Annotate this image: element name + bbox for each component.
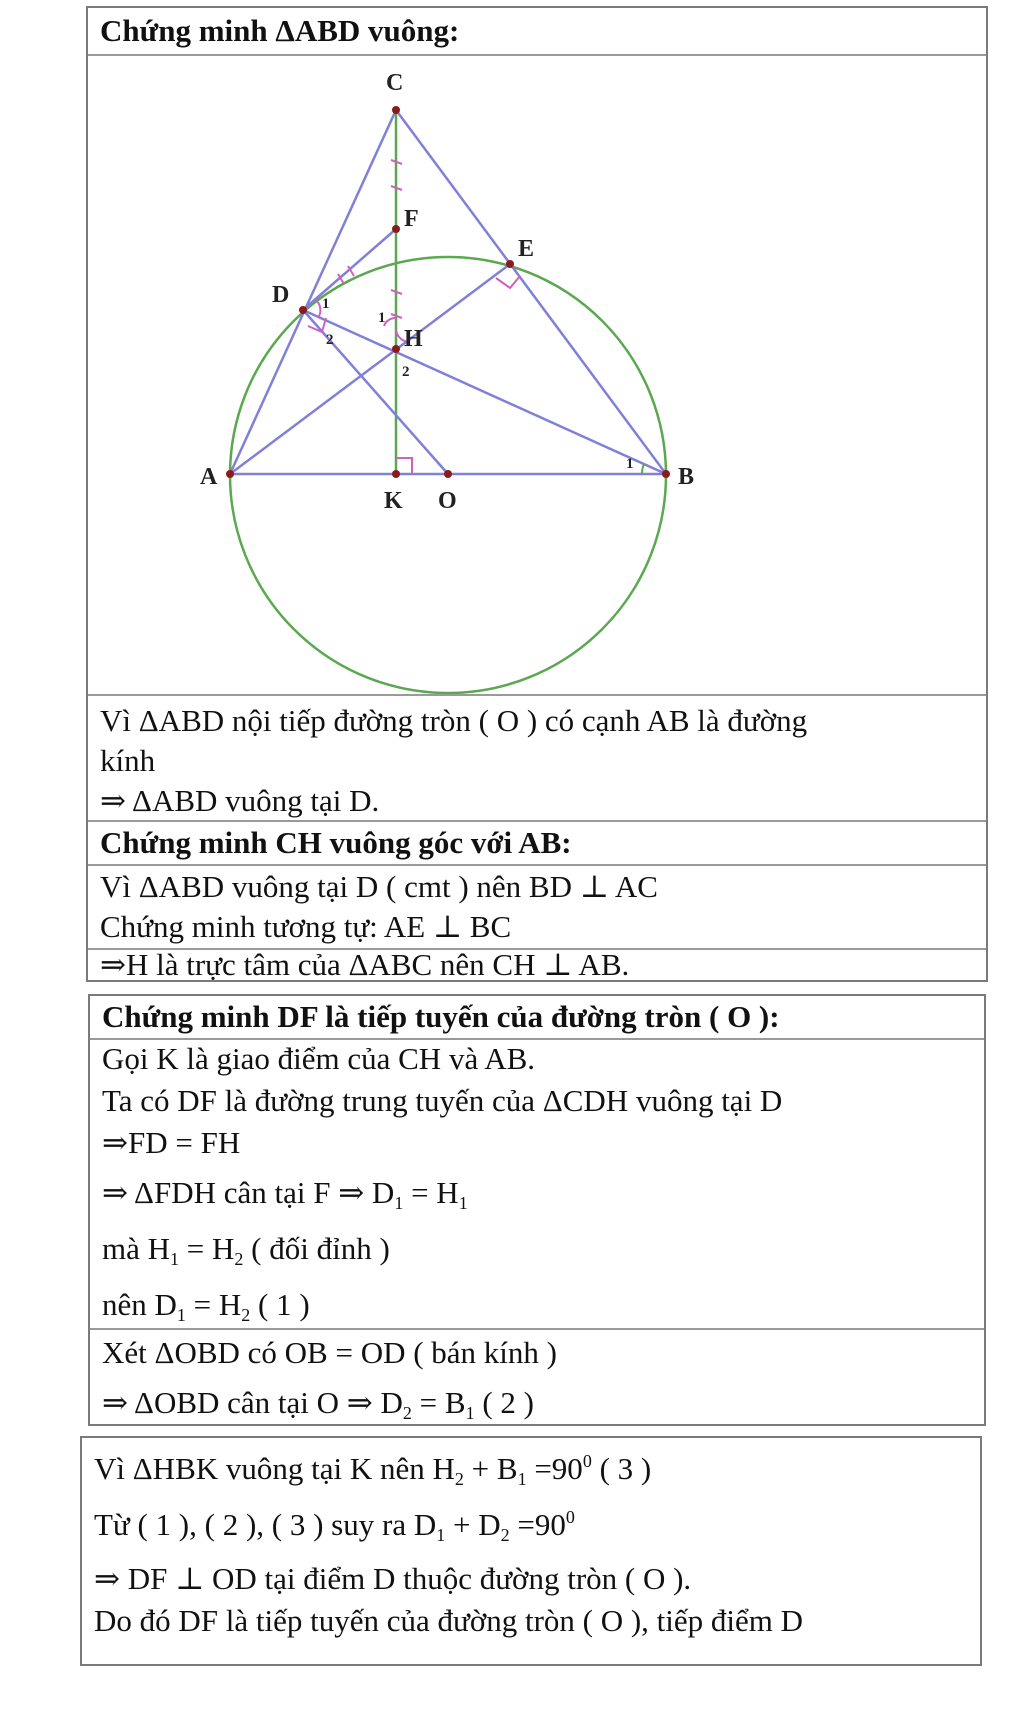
concl-line-1 (94, 1450, 651, 1492)
ch-line-2: Chứng minh tương tự: AE ⊥ BC (100, 909, 512, 944)
geometry-figure (86, 56, 984, 696)
point-e (506, 260, 514, 268)
conclusion-cell (82, 1438, 980, 1664)
segment-do (303, 310, 448, 474)
angle-arc-h1 (384, 318, 396, 326)
df-line-6-note: ( 1 ) (250, 1287, 310, 1322)
concl-line-1-note: ( 3 ) (591, 1451, 652, 1486)
concl-line-1-sub-h2: 2 (454, 1469, 464, 1489)
obd-reason-cell (90, 1328, 984, 1424)
label-e: E (518, 236, 535, 262)
figure-cell (88, 54, 986, 694)
concl-line-2-sub-d2: 2 (500, 1525, 510, 1545)
df-line-4-eq: = H (403, 1175, 459, 1210)
df-line-1: Gọi K là giao điểm của CH và AB. (102, 1041, 536, 1076)
header-abd-right (88, 8, 986, 54)
segment-ac (230, 110, 396, 474)
section2-header: Chứng minh CH vuông góc với AB: (100, 825, 572, 860)
label-d: D (272, 282, 290, 308)
label-angle-d1: 1 (322, 296, 330, 312)
label-c: C (386, 70, 404, 96)
concl-line-4: Do đó DF là tiếp tuyến của đường tròn ( O ), tiếp điểm D (94, 1603, 804, 1638)
section3-header: Chứng minh DF là tiếp tuyến của đường tròn ( O ): (102, 999, 780, 1034)
section1-header: Chứng minh ΔABD vuông: (100, 13, 460, 48)
obd-line-2-eq: = B (411, 1385, 466, 1420)
obd-line-2-note: ( 2 ) (474, 1385, 534, 1420)
right-angle-e (496, 276, 520, 288)
df-line-5 (102, 1230, 390, 1272)
concl-line-2-eq: =90 (509, 1507, 566, 1542)
ch-conclusion: ⇒H là trực tâm của ΔABC nên CH ⊥ AB. (100, 947, 630, 982)
df-line-5-sub-h1: 1 (170, 1249, 180, 1269)
concl-line-3: ⇒ DF ⊥ OD tại điểm D thuộc đường tròn ( O ). (94, 1561, 692, 1596)
ch-reason-cell (88, 864, 986, 948)
obd-line-2 (102, 1384, 534, 1426)
concl-line-2-sup-deg: 0 (565, 1507, 575, 1527)
label-f: F (404, 206, 419, 232)
label-b: B (678, 464, 695, 490)
point-h (392, 345, 400, 353)
df-line-4-sub-d1: 1 (394, 1193, 404, 1213)
angle-arc-b1 (642, 464, 644, 474)
concl-line-1-sup-deg: 0 (582, 1451, 592, 1471)
concl-line-2-main: Từ ( 1 ), ( 2 ), ( 3 ) suy ra D (94, 1507, 437, 1542)
df-line-6-sub-h2: 2 (241, 1305, 251, 1325)
df-line-6-main: nên D (102, 1287, 177, 1322)
label-a: A (200, 464, 218, 490)
proof-table-2 (88, 994, 986, 1426)
ch-line-1: Vì ΔABD vuông tại D ( cmt ) nên BD ⊥ AC (100, 869, 658, 904)
label-o: O (438, 488, 457, 514)
df-line-3: ⇒FD = FH (102, 1125, 241, 1160)
label-angle-d2: 2 (326, 332, 334, 348)
point-a (226, 470, 234, 478)
point-f (392, 225, 400, 233)
label-angle-h1: 1 (378, 310, 386, 326)
abd-line-3: ⇒ ΔABD vuông tại D. (100, 783, 380, 818)
df-line-6 (102, 1286, 310, 1328)
segment-bd (303, 310, 666, 474)
point-d (299, 306, 307, 314)
ch-conclusion-cell (88, 948, 986, 980)
df-line-2: Ta có DF là đường trung tuyến của ΔCDH vuông tại D (102, 1083, 783, 1118)
point-b (662, 470, 670, 478)
df-line-5-main: mà H (102, 1231, 171, 1266)
abd-line-2: kính (100, 743, 156, 778)
proof-table-1 (86, 6, 988, 982)
concl-line-1-main: Vì ΔHBK vuông tại K nên H (94, 1451, 455, 1486)
df-line-4 (102, 1174, 468, 1216)
label-k: K (384, 488, 403, 514)
abd-line-1: Vì ΔABD nội tiếp đường tròn ( O ) có cạnh AB là đường (100, 703, 808, 738)
point-o (444, 470, 452, 478)
obd-line-1: Xét ΔOBD có OB = OD ( bán kính ) (102, 1335, 557, 1370)
obd-line-2-sub-b1: 1 (465, 1403, 475, 1423)
df-line-5-eq: = H (179, 1231, 235, 1266)
label-angle-b1: 1 (626, 456, 634, 472)
point-k (392, 470, 400, 478)
label-angle-h2: 2 (402, 364, 410, 380)
obd-line-2-main: ⇒ ΔOBD cân tại O ⇒ D (102, 1385, 403, 1420)
df-line-6-eq: = H (185, 1287, 242, 1322)
concl-line-2-plus: + D (445, 1507, 501, 1542)
df-line-4-sub-h1: 1 (458, 1193, 468, 1213)
concl-line-1-plus: + B (463, 1451, 518, 1486)
concl-line-2-sub-d1: 1 (436, 1525, 446, 1545)
df-line-6-sub-d1: 1 (176, 1305, 186, 1325)
point-c (392, 106, 400, 114)
concl-line-1-sub-b1: 1 (517, 1469, 527, 1489)
concl-line-1-eq: =90 (526, 1451, 583, 1486)
proof-table-3 (80, 1436, 982, 1666)
obd-line-2-sub-d2: 2 (402, 1403, 412, 1423)
df-line-4-main: ⇒ ΔFDH cân tại F ⇒ D (102, 1175, 395, 1210)
label-h: H (404, 326, 423, 352)
concl-line-2 (94, 1506, 575, 1548)
df-line-5-sub-h2: 2 (234, 1249, 244, 1269)
header-df-tangent (90, 996, 984, 1038)
df-reason-cell (90, 1038, 984, 1328)
header-ch-perp (88, 820, 986, 864)
df-line-5-note: ( đối đỉnh ) (243, 1231, 390, 1266)
segment-bc (396, 110, 666, 474)
abd-reason-cell (88, 694, 986, 820)
